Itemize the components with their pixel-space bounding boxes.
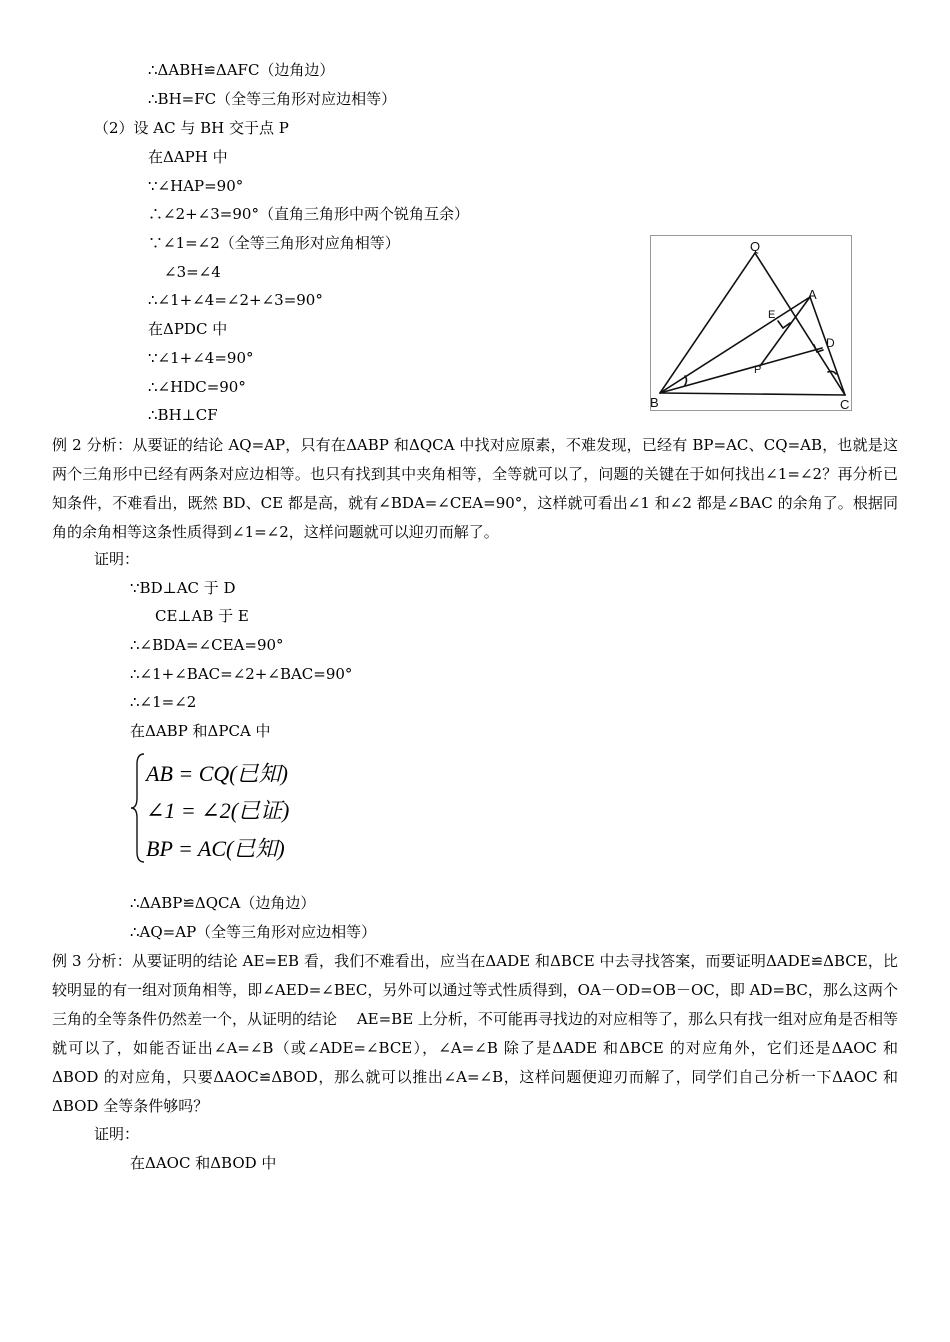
label-e: E	[768, 309, 776, 321]
proof-label: 证明：	[94, 1125, 140, 1143]
label-a: A	[808, 287, 817, 302]
proof-line: ∴AQ=AP（全等三角形对应边相等）	[130, 923, 377, 941]
part2-heading: （2）设 AC 与 BH 交于点 P	[94, 119, 289, 137]
example3-analysis: 例 3 分析：从要证明的结论 AE=EB 看，我们不难看出，应当在ΔADE 和ΔBCE 中去寻找答案，而要证明ΔADE≌ΔBCE，比较明显的有一组对顶角相等，即∠AED=∠BEC，另外可以通过等式性质得到，OA－OD=OB－OC，即 AD=BC，那么这两个三角的全等条件仍然差一个，从证明的结论 AE=BE 上分析，不可能再寻找边的对应相等了，那么只有找一组对应角是否相等就可以了，如能否证出∠A=∠B（或∠ADE=∠BCE），∠A=∠B 除了是ΔADE 和ΔBCE 的对应角外，它们还是ΔAOC 和ΔBOD 的对应角，只要ΔAOC≌ΔBOD，那么就可以推出∠A=∠B，这样问题便迎刃而解了，同学们自己分析一下ΔAOC 和ΔBOD 全等条件够吗？	[52, 952, 898, 1115]
label-q: Q	[750, 239, 761, 254]
proof-line: CE⊥AB 于 E	[155, 607, 249, 625]
proof-line: 在ΔAOC 和ΔBOD 中	[130, 1154, 277, 1172]
proof-label: 证明：	[94, 550, 140, 568]
proof-line: 在ΔABP 和ΔPCA 中	[130, 722, 271, 740]
proof-line: ∵∠1=∠2（全等三角形对应角相等）	[148, 234, 400, 252]
proof-line: ∵BD⊥AC 于 D	[130, 579, 236, 597]
proof-line: ∵∠HAP=90°	[148, 177, 244, 195]
label-c: C	[840, 397, 850, 411]
label-p: P	[754, 364, 762, 376]
proof-line: ∴∠HDC=90°	[148, 378, 246, 396]
proof-line: ∴BH=FC（全等三角形对应边相等）	[148, 90, 397, 108]
equation-line: BP = AC(已知)	[146, 836, 285, 861]
proof-line: 在ΔAPH 中	[148, 148, 228, 166]
proof-line: ∴∠1+∠BAC=∠2+∠BAC=90°	[130, 665, 353, 683]
proof-line: ∠3=∠4	[164, 263, 221, 281]
label-b: B	[650, 395, 659, 410]
proof-line: ∴∠1=∠2	[130, 693, 197, 711]
system-brace	[130, 752, 146, 864]
equation-line: ∠1 = ∠2(已证)	[146, 798, 290, 823]
geometry-figure	[650, 235, 852, 411]
equation-line: AB = CQ(已知)	[146, 761, 288, 786]
proof-line: ∵∠1+∠4=90°	[148, 349, 254, 367]
proof-line: ∴BH⊥CF	[148, 406, 218, 424]
proof-line: ∴∠BDA=∠CEA=90°	[130, 636, 284, 654]
proof-line: ∴∠1+∠4=∠2+∠3=90°	[148, 291, 323, 309]
proof-line: 在ΔPDC 中	[148, 320, 228, 338]
proof-line: ∴∠2+∠3=90°（直角三角形中两个锐角互余）	[148, 205, 469, 223]
proof-line: ∴ΔABH≌ΔAFC（边角边）	[148, 61, 335, 79]
example2-analysis: 例 2 分析：从要证的结论 AQ=AP，只有在ΔABP 和ΔQCA 中找对应原素，不难发现，已经有 BP=AC、CQ=AB，也就是这两个三角形中已经有两条对应边相等。也只有找到其中夹角相等，全等就可以了，问题的关键在于如何找出∠1=∠2？再分析已知条件，不难看出，既然 BD、CE 都是高，就有∠BDA=∠CEA=90°，这样就可看出∠1 和∠2 都是∠BAC 的余角了。根据同角的余角相等这条性质得到∠1=∠2，这样问题就可以迎刃而解了。	[52, 436, 898, 541]
proof-line: ∴ΔABP≌ΔQCA（边角边）	[130, 894, 316, 912]
label-d: D	[826, 336, 835, 350]
